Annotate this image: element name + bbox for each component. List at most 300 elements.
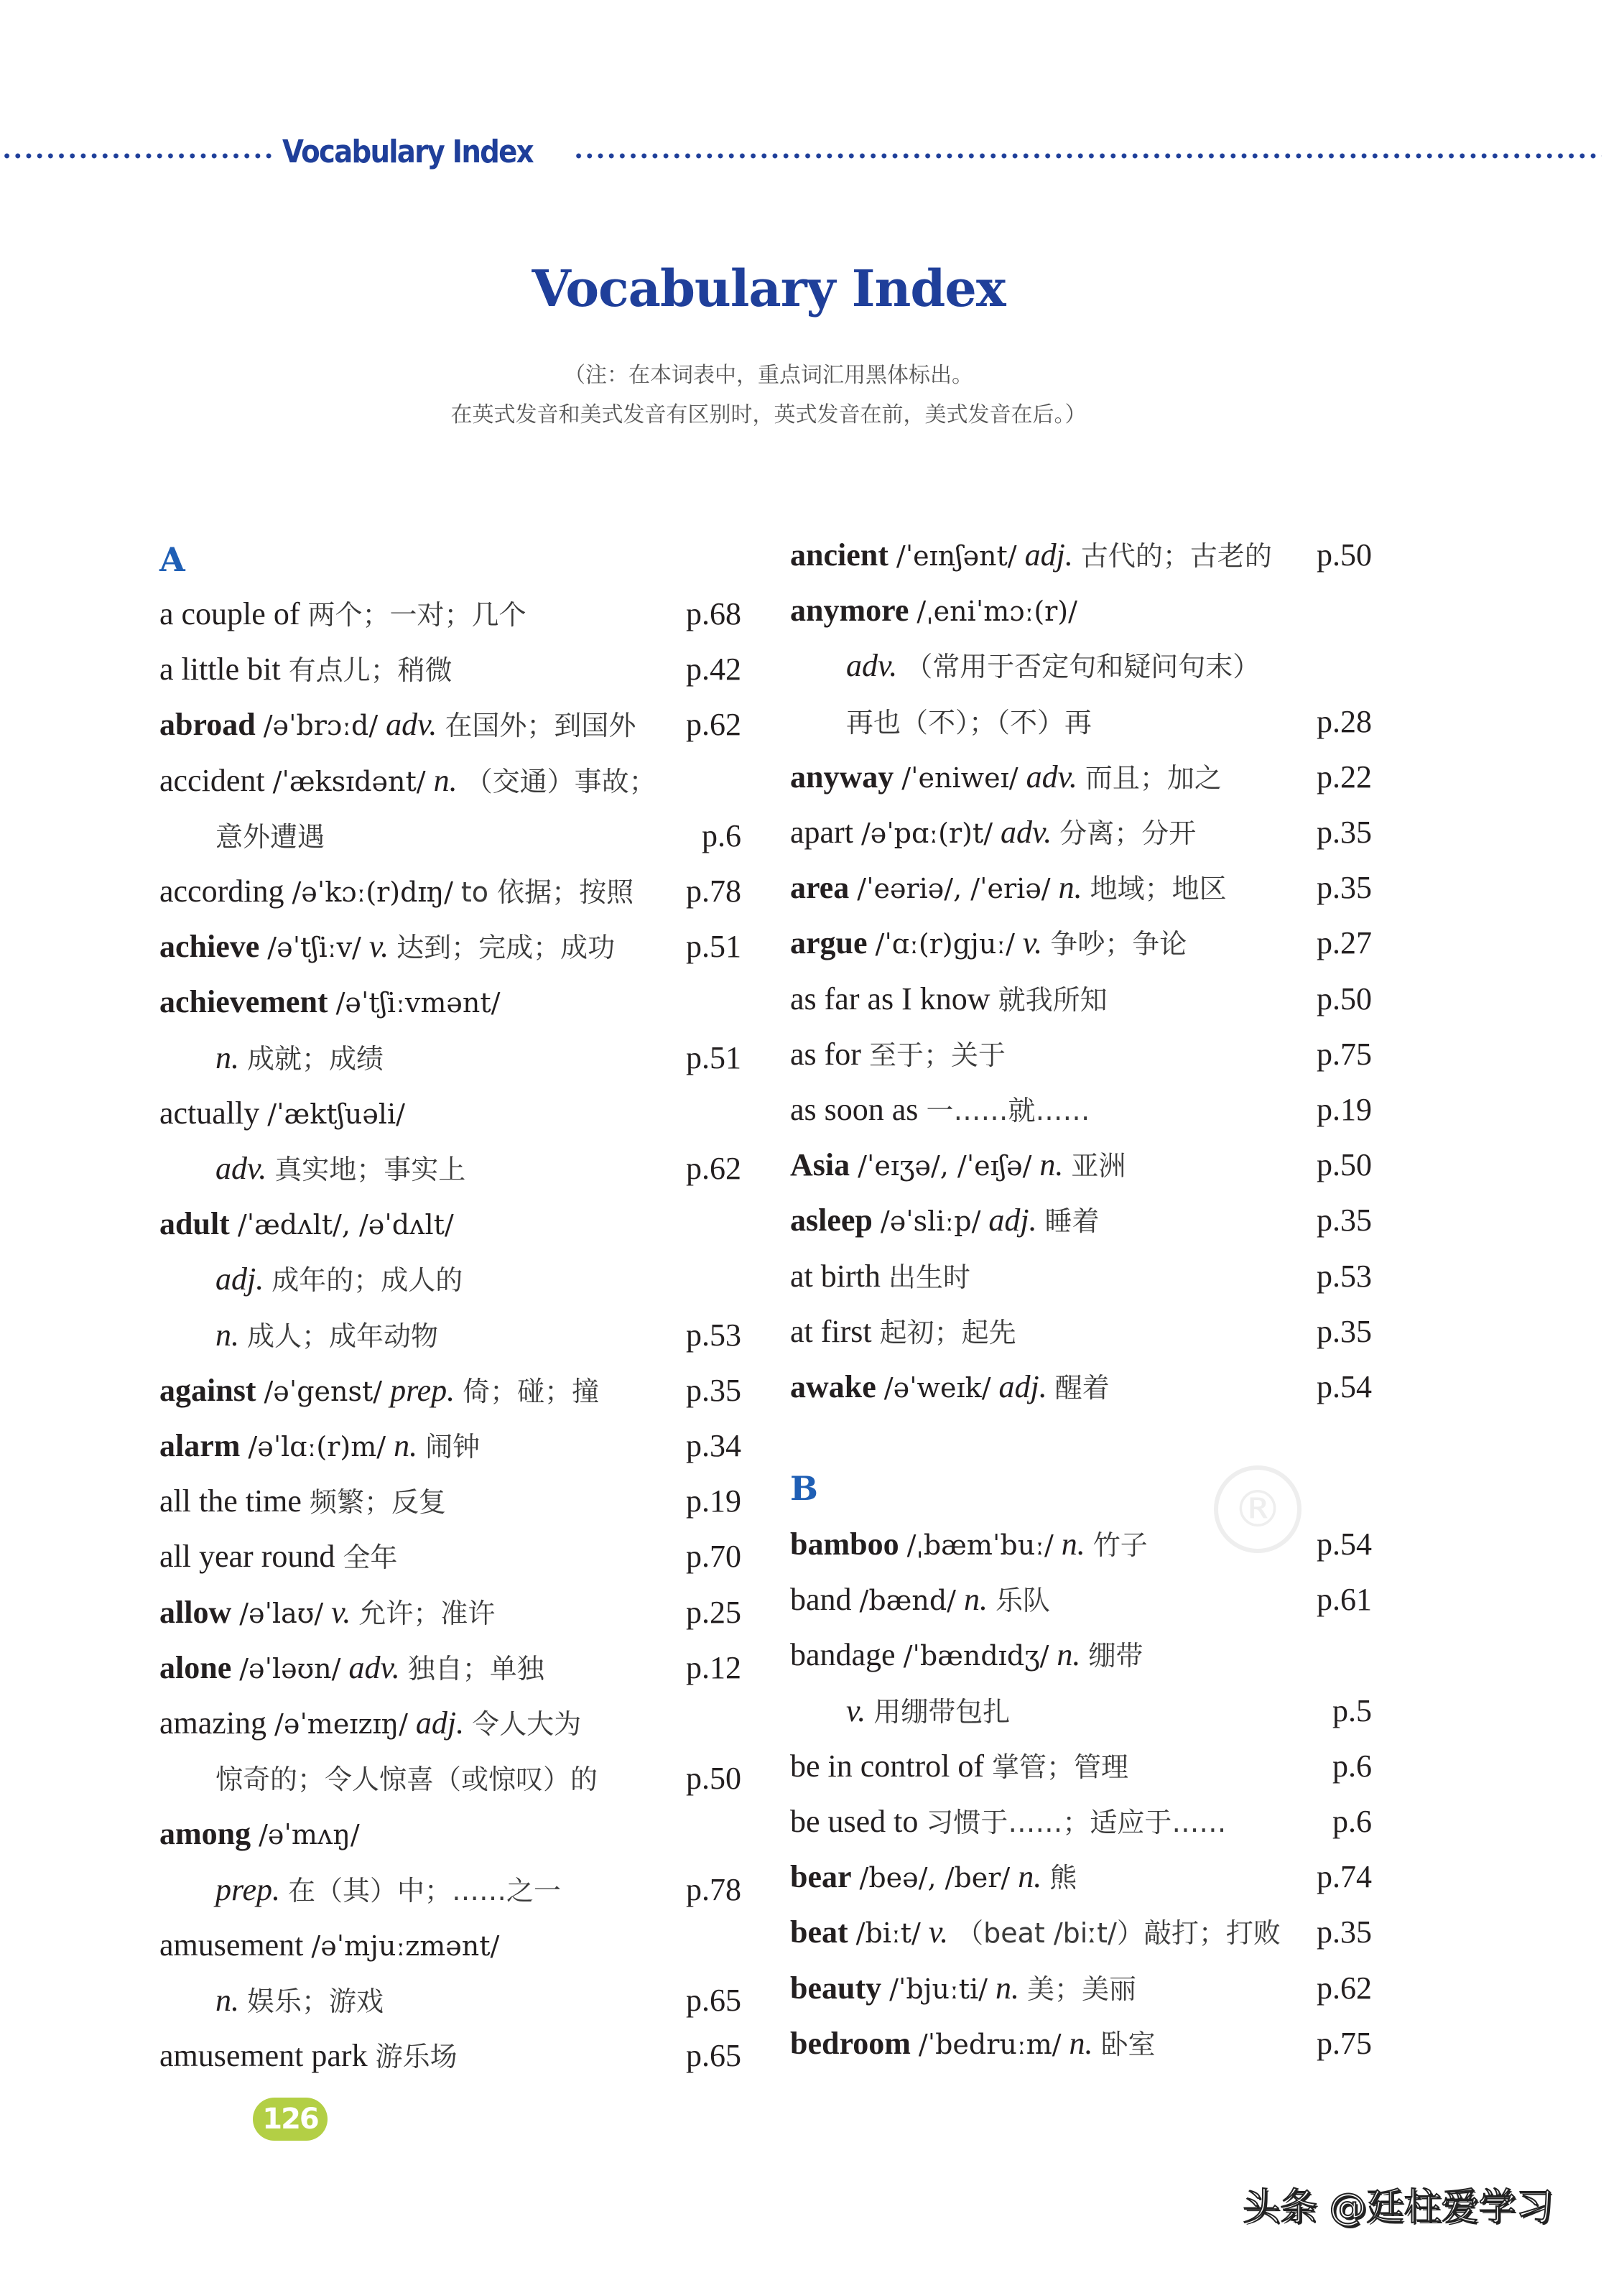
page-reference: p.75	[1317, 1036, 1372, 1072]
chinese-meaning: 有点儿；稍微	[288, 654, 453, 687]
entry-text	[790, 2026, 1156, 2061]
entry-text	[159, 1428, 480, 1463]
entry-text	[790, 537, 1272, 573]
phonetic: /ˈæktʃuəli/	[267, 1098, 405, 1130]
page-reference: p.62	[686, 707, 741, 743]
headword: band	[790, 1582, 852, 1618]
headword: accident	[159, 762, 265, 798]
entry-text	[159, 1761, 598, 1796]
page-reference: p.34	[686, 1428, 741, 1463]
headword: Asia	[790, 1147, 850, 1183]
headword: as far as I know	[790, 981, 990, 1016]
entry-text	[790, 870, 1227, 905]
part-of-speech: adj.	[998, 1369, 1047, 1404]
headword: actually	[159, 1095, 260, 1131]
headword: allow	[159, 1594, 232, 1630]
vocab-entry	[790, 644, 1372, 687]
entry-text	[790, 1859, 1077, 1894]
entry-text	[790, 1092, 1090, 1127]
part-of-speech: n.	[433, 762, 458, 798]
part-of-speech: adj.	[215, 1261, 264, 1297]
page-number-badge: 126	[253, 2098, 328, 2141]
chinese-meaning: 竹子	[1092, 1529, 1148, 1561]
headword: alarm	[159, 1428, 241, 1463]
headword: beat	[790, 1914, 848, 1950]
chinese-meaning: （常用于否定句和疑问句末）	[905, 651, 1261, 683]
part-of-speech: adv.	[1001, 815, 1052, 850]
vocab-entry	[159, 593, 741, 636]
entry-text	[790, 648, 1260, 683]
headword: a couple of	[159, 596, 300, 631]
headword: amusement park	[159, 2038, 368, 2074]
page-reference: p.51	[686, 1039, 741, 1075]
entry-text	[790, 925, 1187, 960]
part-of-speech: v.	[331, 1594, 351, 1630]
vocab-entry	[159, 1702, 741, 1745]
vocab-entry	[159, 1757, 741, 1800]
entry-text	[159, 596, 526, 631]
phonetic: /əˈlaʊ/	[239, 1597, 324, 1629]
headword: among	[159, 1816, 251, 1852]
vocab-entry	[159, 1258, 741, 1301]
vocab-entry	[159, 1480, 741, 1523]
chinese-meaning: 争吵；争论	[1050, 928, 1187, 960]
entry-text	[159, 763, 656, 798]
part-of-speech: adj.	[1024, 537, 1073, 573]
entry-text	[159, 2038, 458, 2073]
chinese-meaning: 成就；成绩	[247, 1042, 384, 1075]
vocab-entry	[159, 1868, 741, 1912]
part-of-speech: n.	[394, 1428, 418, 1463]
page-title: Vocabulary Index	[532, 259, 1006, 318]
part-of-speech: n.	[1039, 1147, 1064, 1183]
phonetic: /əˈbrɔːd/	[263, 710, 379, 742]
part-of-speech: v.	[928, 1914, 949, 1950]
page-reference: p.5	[1332, 1692, 1372, 1728]
entry-text	[159, 1483, 446, 1519]
phonetic: /əˈtʃiːv/	[267, 932, 361, 964]
part-of-speech: n.	[1061, 1527, 1085, 1562]
chinese-meaning: 至于；关于	[868, 1039, 1006, 1071]
vocab-entry	[790, 1634, 1372, 1677]
chinese-meaning: 掌管；管理	[992, 1751, 1129, 1783]
entry-text	[790, 1369, 1110, 1404]
part-of-speech: adv.	[846, 648, 898, 684]
phonetic: /ˌeniˈmɔː(r)/	[917, 596, 1077, 628]
vocab-entry	[790, 1967, 1372, 2010]
phonetic: /ˈbedruːm/	[918, 2028, 1062, 2060]
vocab-entry	[790, 866, 1372, 909]
page-reference: p.35	[686, 1372, 741, 1408]
page-reference: p.25	[686, 1594, 741, 1630]
page-reference: p.27	[1317, 925, 1372, 961]
page-reference: p.78	[686, 1871, 741, 1907]
note-line-2: 在英式发音和美式发音有区别时，英式发音在前，美式发音在后。）	[450, 403, 1087, 427]
vocab-entry	[159, 981, 741, 1024]
page-reference: p.42	[686, 652, 741, 687]
phonetic: /əˈmjuːzmənt/	[311, 1930, 500, 1962]
headword: ancient	[790, 537, 888, 573]
headword: at first	[790, 1313, 872, 1349]
phonetic: /əˈmʌŋ/	[259, 1819, 360, 1851]
entry-text	[159, 1650, 544, 1685]
entry-text	[159, 1872, 561, 1907]
part-of-speech: n.	[1058, 870, 1082, 906]
headword: bandage	[790, 1637, 896, 1673]
page-reference: p.35	[1317, 1313, 1372, 1349]
phonetic: /əˈtʃiːvmənt/	[335, 987, 501, 1019]
headword: awake	[790, 1369, 876, 1404]
phonetic: /əˈgenst/	[264, 1375, 383, 1407]
headword: achievement	[159, 984, 328, 1020]
chinese-meaning: 令人大为	[472, 1708, 582, 1740]
entry-text	[159, 1705, 581, 1741]
phonetic: /əˈweɪk/	[883, 1372, 991, 1404]
chinese-meaning: 熊	[1049, 1862, 1077, 1894]
vocab-entry	[790, 2022, 1372, 2065]
chinese-meaning: 闹钟	[425, 1431, 481, 1463]
page-reference: p.78	[686, 874, 741, 909]
phonetic: /ˈeɪʒə/, /ˈeɪʃə/	[858, 1150, 1032, 1182]
entry-text	[159, 1816, 360, 1851]
part-of-speech: adv.	[386, 707, 437, 743]
vocab-entry	[790, 1144, 1372, 1187]
vocab-entry	[790, 1800, 1372, 1843]
entry-text	[159, 1539, 397, 1574]
chinese-meaning: 古代的；古老的	[1080, 540, 1272, 572]
entry-text	[790, 704, 1092, 739]
vocab-entry	[790, 1690, 1372, 1733]
vocab-entry	[159, 1037, 741, 1080]
chinese-meaning: 乐队	[995, 1585, 1050, 1617]
vocab-entry	[790, 1366, 1372, 1409]
entry-text	[159, 1095, 405, 1131]
headword: anyway	[790, 759, 894, 795]
part-of-speech: adj.	[415, 1705, 465, 1741]
headword: argue	[790, 925, 868, 961]
part-of-speech: prep.	[215, 1871, 281, 1907]
headword: adult	[159, 1206, 230, 1242]
entry-text	[790, 981, 1108, 1016]
part-of-speech: v.	[1022, 925, 1043, 961]
page-reference: p.53	[686, 1317, 741, 1353]
headword: anymore	[790, 593, 909, 629]
phonetic: /ˈædʌlt/, /əˈdʌlt/	[237, 1209, 454, 1241]
part-of-speech: n.	[995, 1970, 1019, 2006]
chinese-meaning: 允许；准许	[358, 1597, 496, 1629]
vocab-entry	[159, 2034, 741, 2077]
headword: abroad	[159, 707, 256, 743]
entry-text	[790, 1693, 1010, 1728]
page-reference: p.6	[702, 817, 741, 853]
chinese-meaning: 游乐场	[375, 2041, 458, 2073]
page-reference: p.19	[1317, 1092, 1372, 1127]
part-of-speech: n.	[1018, 1859, 1042, 1895]
phonetic: /ˈeniweɪ/	[901, 761, 1019, 794]
chinese-meaning: 就我所知	[998, 983, 1108, 1016]
vocab-entry	[790, 978, 1372, 1021]
registered-watermark-icon: ®	[1214, 1465, 1301, 1553]
chinese-meaning: 卧室	[1100, 2028, 1156, 2060]
phonetic: /əˈləʊn/	[239, 1652, 341, 1685]
headword: as soon as	[790, 1092, 919, 1127]
phonetic: /əˈkɔː(r)dɪŋ/	[292, 876, 453, 908]
part-of-speech: n.	[963, 1582, 988, 1618]
phonetic: /ˈeɪnʃənt/	[896, 540, 1017, 572]
page-reference: p.28	[1317, 703, 1372, 739]
entry-text	[159, 1151, 465, 1186]
entry-text	[790, 1203, 1100, 1238]
vocab-entry	[790, 1856, 1372, 1899]
page-reference: p.35	[1317, 1914, 1372, 1950]
chinese-meaning: 绷带	[1088, 1640, 1143, 1672]
entry-text	[159, 1040, 384, 1075]
vocab-entry	[790, 1088, 1372, 1131]
section-letter-b: B	[790, 1469, 818, 1508]
phonetic: /ˈɑː(r)gjuː/	[875, 928, 1015, 960]
chinese-meaning: 亚洲	[1071, 1150, 1126, 1182]
part-of-speech: v.	[846, 1692, 866, 1728]
page-reference: p.68	[686, 596, 741, 631]
chinese-meaning: 再也（不）；（不）再	[846, 706, 1092, 738]
page-reference: p.50	[686, 1761, 741, 1797]
entry-text	[159, 1927, 499, 1963]
part-of-speech: n.	[215, 1317, 239, 1353]
chinese-meaning: （交通）事故；	[465, 765, 656, 797]
page-reference: p.35	[1317, 1203, 1372, 1238]
headword: be in control of	[790, 1748, 985, 1784]
section-letter-a: A	[159, 540, 185, 579]
page-reference: p.65	[686, 2038, 741, 2074]
chinese-meaning: 惊奇的；令人惊喜（或惊叹）的	[215, 1764, 598, 1796]
chinese-meaning: 成年的；成人的	[272, 1264, 463, 1297]
entry-text	[790, 1637, 1143, 1672]
headword: as for	[790, 1036, 861, 1072]
vocab-entry	[159, 1203, 741, 1246]
vocab-entry	[159, 1646, 741, 1690]
page-reference: p.12	[686, 1649, 741, 1685]
chinese-meaning: 真实地；事实上	[274, 1154, 466, 1185]
chinese-meaning: （beat /biːt/）敲打；打败	[956, 1917, 1281, 1950]
headword: alone	[159, 1649, 232, 1685]
page-reference: p.62	[686, 1151, 741, 1186]
vocab-entry	[790, 589, 1372, 632]
entry-text	[159, 818, 325, 853]
page-reference: p.62	[1317, 1970, 1372, 2006]
vocab-entry	[159, 870, 741, 913]
entry-text	[159, 874, 634, 909]
chinese-meaning: 地域；地区	[1090, 873, 1227, 905]
vocab-entry	[159, 1369, 741, 1412]
chinese-meaning: 全年	[343, 1542, 398, 1574]
entry-text	[790, 1527, 1148, 1562]
vocab-entry	[790, 1911, 1372, 1954]
page-reference: p.50	[1317, 981, 1372, 1016]
chinese-meaning: 在国外；到国外	[445, 710, 636, 742]
chinese-meaning: 美；美丽	[1026, 1973, 1136, 2005]
headword: asleep	[790, 1203, 873, 1238]
vocab-entry	[790, 811, 1372, 854]
page-reference: p.53	[1317, 1258, 1372, 1294]
vocab-entry	[790, 1745, 1372, 1788]
chinese-meaning: 出生时	[888, 1261, 970, 1293]
chinese-meaning: 独自；单独	[407, 1652, 544, 1685]
page-reference: p.54	[1317, 1369, 1372, 1404]
chinese-meaning: 一……就……	[926, 1095, 1090, 1126]
part-of-speech: v.	[368, 929, 389, 965]
headword: achieve	[159, 929, 260, 965]
entry-text	[790, 1582, 1050, 1617]
phonetic: /ˈbjuːti/	[889, 1973, 988, 2005]
headword: against	[159, 1372, 256, 1408]
chinese-meaning: 用绷带包扎	[873, 1695, 1011, 1728]
page-reference: p.54	[1317, 1527, 1372, 1562]
running-header-title: Vocabulary Index	[282, 134, 533, 170]
page-reference: p.22	[1317, 759, 1372, 795]
chinese-meaning: to 依据；按照	[460, 876, 634, 908]
headword: area	[790, 870, 850, 906]
entry-text	[159, 929, 615, 964]
chinese-meaning: 起初；起先	[879, 1316, 1016, 1348]
headword: amazing	[159, 1705, 267, 1741]
vocab-entry	[790, 756, 1372, 799]
headword: bamboo	[790, 1527, 899, 1562]
chinese-meaning: 在（其）中；……之一	[288, 1874, 562, 1907]
page-reference: p.19	[686, 1483, 741, 1519]
part-of-speech: adv.	[215, 1151, 267, 1186]
entry-text	[790, 1914, 1281, 1950]
vocab-entry	[790, 922, 1372, 965]
headword: according	[159, 874, 284, 909]
page-reference: p.51	[686, 929, 741, 965]
phonetic: /əˈmeɪzɪŋ/	[274, 1708, 408, 1740]
headword: all year round	[159, 1539, 335, 1575]
chinese-meaning: 而且；加之	[1085, 761, 1222, 794]
page-reference: p.74	[1317, 1859, 1372, 1895]
entry-text	[790, 815, 1196, 850]
vocab-entry	[790, 534, 1372, 577]
entry-text	[790, 1970, 1136, 2006]
vocab-entry	[159, 1979, 741, 2022]
vocab-entry	[159, 815, 741, 858]
phonetic: /ˈæksɪdənt/	[272, 765, 426, 797]
headword: amusement	[159, 1927, 304, 1963]
part-of-speech: n.	[215, 1039, 239, 1075]
entry-text	[790, 1804, 1226, 1839]
page-reference: p.6	[1332, 1804, 1372, 1839]
vocab-entry	[159, 1092, 741, 1135]
vocab-entry	[159, 925, 741, 968]
phonetic: /əˈsliːp/	[880, 1205, 981, 1238]
phonetic: /ˌbæmˈbuː/	[906, 1529, 1054, 1561]
vocab-entry	[159, 1591, 741, 1634]
vocab-entry	[159, 1314, 741, 1357]
chinese-meaning: 成人；成年动物	[247, 1320, 439, 1352]
headword: be used to	[790, 1804, 919, 1839]
headword: a little bit	[159, 652, 281, 687]
entry-text	[159, 1261, 463, 1297]
entry-text	[159, 652, 453, 687]
chinese-meaning: 娱乐；游戏	[247, 1986, 384, 2017]
entry-text	[159, 1317, 438, 1353]
vocab-entry	[790, 1199, 1372, 1242]
vocab-entry	[159, 703, 741, 746]
entry-text	[159, 1373, 599, 1408]
page-reference: p.75	[1317, 2025, 1372, 2061]
page-reference: p.61	[1317, 1582, 1372, 1618]
vocab-entry	[159, 759, 741, 802]
vocab-entry	[790, 1033, 1372, 1076]
page-reference: p.50	[1317, 1147, 1372, 1183]
chinese-meaning: 频繁；反复	[309, 1486, 446, 1519]
chinese-meaning: 分离；分开	[1059, 817, 1197, 849]
chinese-meaning: 达到；完成；成功	[396, 932, 616, 964]
note-line-1: （注：在本词表中，重点词汇用黑体标出。	[564, 363, 973, 387]
entry-text	[790, 593, 1077, 628]
part-of-speech: n.	[1057, 1637, 1081, 1673]
part-of-speech: adv.	[348, 1649, 400, 1685]
page-reference: p.65	[686, 1983, 741, 2018]
dotted-rule-left	[1, 152, 277, 159]
part-of-speech: adj.	[988, 1203, 1037, 1238]
entry-text	[790, 1037, 1006, 1072]
chinese-meaning: 睡着	[1044, 1205, 1100, 1238]
chinese-meaning: 习惯于……；适应于……	[926, 1807, 1227, 1838]
headword: bedroom	[790, 2025, 911, 2061]
vocab-entry	[790, 1578, 1372, 1621]
vocab-entry	[159, 1424, 741, 1468]
phonetic: /əˈpɑː(r)t/	[860, 817, 993, 849]
page-reference: p.6	[1332, 1748, 1372, 1784]
entry-text	[159, 1983, 384, 2018]
vocab-entry	[159, 1535, 741, 1578]
headword: apart	[790, 815, 853, 850]
vocab-entry	[159, 1812, 741, 1856]
phonetic: /əˈlɑː(r)m/	[248, 1431, 386, 1463]
phonetic: /ˈbændɪdʒ/	[903, 1640, 1049, 1672]
entry-text	[159, 1206, 454, 1241]
part-of-speech: prep.	[390, 1372, 455, 1408]
entry-text	[790, 1748, 1128, 1784]
dotted-rule-right	[573, 152, 1602, 159]
vocab-entry	[790, 1255, 1372, 1298]
page-reference: p.35	[1317, 815, 1372, 850]
headword: beauty	[790, 1970, 882, 2006]
part-of-speech: adv.	[1026, 759, 1077, 795]
entry-text	[790, 1259, 970, 1294]
vocab-entry	[790, 700, 1372, 743]
entry-text	[159, 707, 636, 742]
entry-text	[790, 759, 1222, 795]
vocab-entry	[159, 648, 741, 691]
chinese-meaning: 醒着	[1054, 1372, 1110, 1404]
phonetic: /bænd/	[859, 1585, 956, 1617]
entry-text	[159, 1595, 495, 1630]
headword: bear	[790, 1859, 852, 1895]
entry-text	[790, 1314, 1016, 1349]
vocab-entry	[790, 1523, 1372, 1566]
chinese-meaning: 意外遭遇	[215, 820, 325, 853]
phonetic: /ˈeəriə/, /ˈeriə/	[857, 873, 1051, 905]
phonetic: /biːt/	[855, 1917, 921, 1950]
headword: all the time	[159, 1483, 302, 1519]
page-reference: p.50	[1317, 537, 1372, 573]
source-watermark: 头条 @廷柱爱学习	[1243, 2186, 1554, 2229]
headword: at birth	[790, 1258, 881, 1294]
entry-text	[159, 984, 500, 1019]
part-of-speech: n.	[215, 1983, 239, 2018]
vocab-entry	[159, 1147, 741, 1190]
